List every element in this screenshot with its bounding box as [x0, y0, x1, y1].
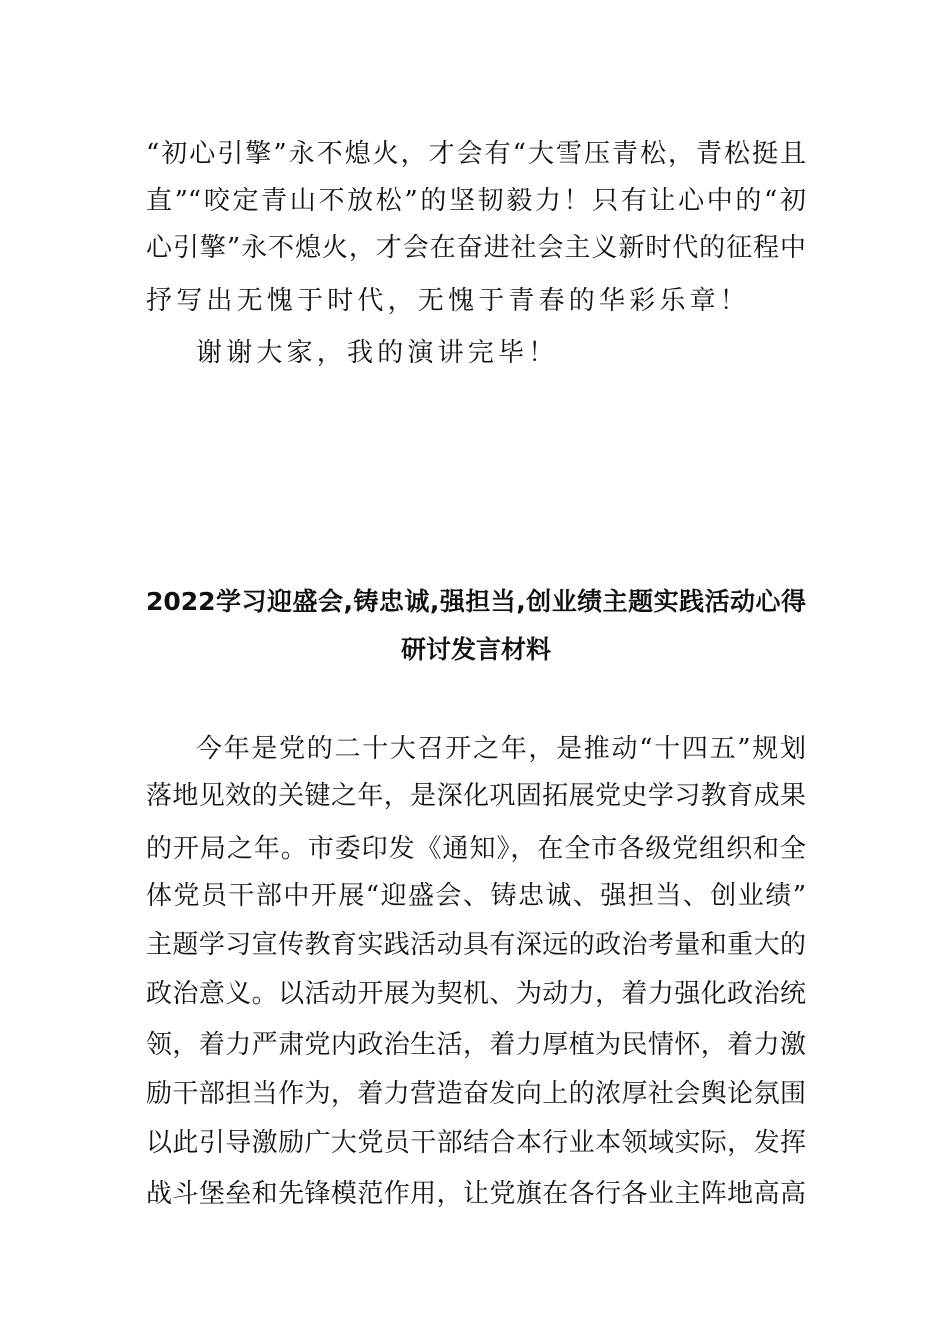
paragraph-line: 体党员干部中开展“迎盛会、铸忠诚、强担当、创业绩”	[146, 881, 806, 911]
paragraph-line: 以此引导激励广大党员干部结合本行业本领域实际，发挥	[146, 1128, 806, 1158]
paragraph-line: 今年是党的二十大召开之年，是推动“十四五”规划	[196, 734, 806, 764]
paragraph-line: 领，着力严肃党内政治生活，着力厚植为民情怀，着力激	[146, 1030, 806, 1060]
article-title-continued: 研讨发言材料	[400, 635, 551, 664]
paragraph-line: 政治意义。以活动开展为契机、为动力，着力强化政治统	[146, 979, 806, 1009]
paragraph-line: 心引擎”永不熄火，才会在奋进社会主义新时代的征程中	[146, 233, 806, 263]
closing-line: 谢谢大家，我的演讲完毕！	[196, 338, 559, 368]
paragraph-line: 主题学习宣传教育实践活动具有深远的政治考量和重大的	[146, 930, 806, 960]
paragraph-line: 抒写出无愧于时代，无愧于青春的华彩乐章！	[146, 286, 751, 316]
article-title: 2022学习迎盛会,铸忠诚,强担当,创业绩主题实践活动心得	[146, 587, 806, 616]
paragraph-line: “初心引擎”永不熄火，才会有“大雪压青松，青松挺且	[146, 139, 806, 169]
paragraph-line: 的开局之年。市委印发《通知》，在全市各级党组织和全	[146, 834, 806, 864]
paragraph-line: 直”“咬定青山不放松”的坚韧毅力！只有让心中的“初	[146, 186, 806, 216]
paragraph-line: 战斗堡垒和先锋模范作用，让党旗在各行各业主阵地高高	[146, 1179, 806, 1209]
paragraph-line: 落地见效的关键之年，是深化巩固拓展党史学习教育成果	[146, 781, 806, 811]
paragraph-line: 励干部担当作为，着力营造奋发向上的浓厚社会舆论氛围	[146, 1079, 806, 1109]
